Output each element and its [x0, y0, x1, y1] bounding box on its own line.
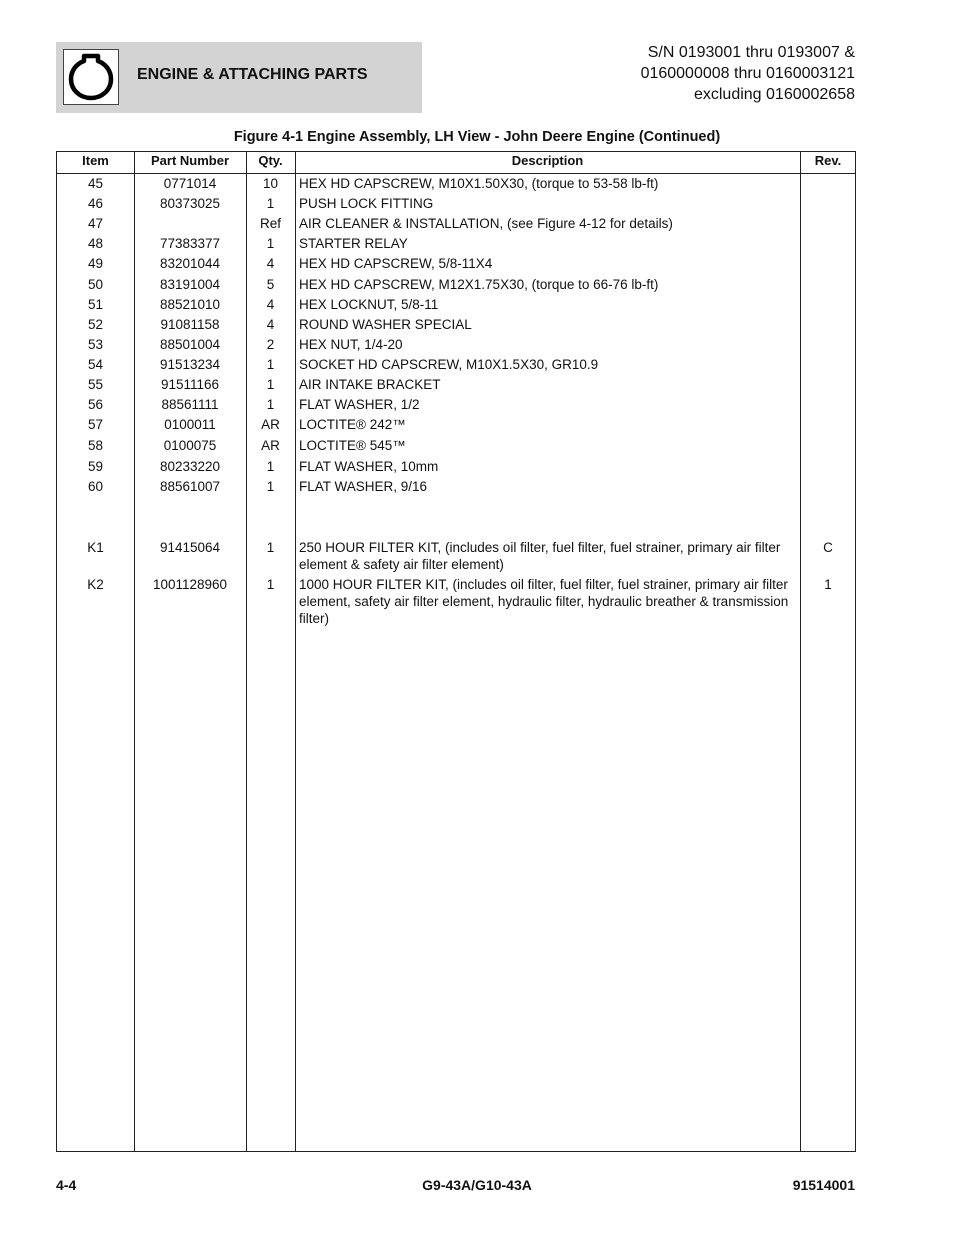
- row-part-number: 83191004: [159, 277, 221, 292]
- row-part-number: 88561111: [161, 397, 219, 412]
- row-item: 54: [87, 357, 104, 372]
- row-qty: 1: [266, 196, 275, 211]
- row-qty: 1: [266, 357, 275, 372]
- header-part-number: Part Number: [150, 153, 230, 168]
- row-description: AIR CLEANER & INSTALLATION, (see Figure 4-12 for details): [299, 216, 673, 231]
- row-description: 250 HOUR FILTER KIT, (includes oil filter, fuel filter, fuel strainer, primary air filter element & safety air filter element): [299, 540, 781, 572]
- header-item: Item: [82, 153, 109, 168]
- row-item: 55: [87, 377, 104, 392]
- row-qty: 1: [266, 377, 275, 392]
- column-divider: [295, 152, 296, 1151]
- row-qty: 1: [266, 397, 275, 412]
- page-number: 4-4: [56, 1177, 77, 1193]
- engine-section-icon: [63, 49, 119, 105]
- row-part-number: 0100075: [163, 438, 217, 453]
- row-item: 46: [87, 196, 104, 211]
- document-number: 91514001: [792, 1177, 855, 1193]
- row-qty: 4: [266, 297, 275, 312]
- row-item: 52: [87, 317, 104, 332]
- row-item: 59: [87, 459, 104, 474]
- serial-line-3: excluding 0160002658: [693, 86, 855, 103]
- row-qty: 4: [266, 256, 275, 271]
- row-qty: 10: [262, 176, 279, 191]
- row-item: 56: [87, 397, 104, 412]
- row-qty: 2: [266, 337, 275, 352]
- row-description: HEX NUT, 1/4-20: [299, 337, 403, 352]
- row-qty: AR: [261, 438, 280, 453]
- row-qty: 4: [266, 317, 275, 332]
- row-description: FLAT WASHER, 10mm: [299, 459, 439, 474]
- row-qty: 1: [266, 236, 275, 251]
- header-qty: Qty.: [258, 153, 283, 168]
- row-item: 58: [87, 438, 104, 453]
- header-divider: [57, 173, 855, 174]
- row-description: HEX HD CAPSCREW, M12X1.75X30, (torque to 66-76 lb-ft): [299, 277, 659, 292]
- row-description: FLAT WASHER, 1/2: [299, 397, 420, 412]
- row-item: 45: [87, 176, 104, 191]
- row-description: ROUND WASHER SPECIAL: [299, 317, 472, 332]
- row-part-number: 91513234: [159, 357, 221, 372]
- column-divider: [800, 152, 801, 1151]
- row-item: 57: [87, 417, 104, 432]
- row-part-number: 83201044: [159, 256, 221, 271]
- row-description: AIR INTAKE BRACKET: [299, 377, 441, 392]
- row-description: SOCKET HD CAPSCREW, M10X1.5X30, GR10.9: [299, 357, 599, 372]
- row-description: STARTER RELAY: [299, 236, 408, 251]
- model-number: G9-43A/G10-43A: [422, 1177, 532, 1193]
- section-title: ENGINE & ATTACHING PARTS: [137, 66, 368, 83]
- row-description: HEX LOCKNUT, 5/8-11: [299, 297, 439, 312]
- figure-title: Figure 4-1 Engine Assembly, LH View - John Deere Engine (Continued): [233, 129, 721, 145]
- row-description: 1000 HOUR FILTER KIT, (includes oil filter, fuel filter, fuel strainer, primary air filter element, safety air filter element, hydraulic filter, hydraulic breather & transmission filter): [299, 577, 789, 626]
- row-part-number: 91081158: [160, 317, 220, 332]
- row-qty: 1: [266, 577, 275, 592]
- row-part-number: 88521010: [159, 297, 221, 312]
- row-item: 51: [87, 297, 104, 312]
- row-qty: Ref: [259, 216, 281, 231]
- row-qty: 5: [266, 277, 275, 292]
- row-item: 50: [87, 277, 104, 292]
- row-rev: 1: [824, 577, 832, 592]
- row-item: 47: [87, 216, 104, 231]
- row-item: 60: [87, 479, 104, 494]
- row-rev: C: [823, 540, 833, 555]
- parts-table: [56, 151, 856, 1152]
- row-part-number: 80233220: [159, 459, 221, 474]
- row-part-number: 88501004: [159, 337, 221, 352]
- row-part-number: 1001128960: [152, 577, 228, 592]
- row-part-number: 91415064: [159, 540, 221, 555]
- serial-line-2: 0160000008 thru 0160003121: [640, 65, 855, 82]
- row-qty: AR: [261, 417, 280, 432]
- row-item: K2: [87, 577, 104, 592]
- row-description: HEX HD CAPSCREW, 5/8-11X4: [299, 256, 493, 271]
- row-qty: 1: [266, 479, 275, 494]
- row-qty: 1: [266, 459, 275, 474]
- row-item: 53: [87, 337, 104, 352]
- row-part-number: 88561007: [159, 479, 221, 494]
- row-description: FLAT WASHER, 9/16: [299, 479, 428, 494]
- row-part-number: 80373025: [159, 196, 221, 211]
- row-qty: 1: [266, 540, 275, 555]
- row-part-number: 91511166: [160, 377, 220, 392]
- header-rev: Rev.: [814, 153, 842, 168]
- row-description: PUSH LOCK FITTING: [299, 196, 434, 211]
- row-item: 49: [87, 256, 104, 271]
- row-part-number: 0100011: [164, 417, 216, 432]
- row-item: K1: [87, 540, 104, 555]
- row-description: LOCTITE® 242™: [299, 417, 406, 432]
- row-description: HEX HD CAPSCREW, M10X1.50X30, (torque to 53-58 lb-ft): [299, 176, 659, 191]
- row-item: 48: [87, 236, 104, 251]
- row-part-number: 77383377: [159, 236, 221, 251]
- row-description: LOCTITE® 545™: [299, 438, 406, 453]
- serial-line-1: S/N 0193001 thru 0193007 &: [647, 44, 855, 61]
- serial-number-range: [641, 42, 855, 105]
- header-description: Description: [511, 153, 584, 168]
- row-part-number: 0771014: [163, 176, 217, 191]
